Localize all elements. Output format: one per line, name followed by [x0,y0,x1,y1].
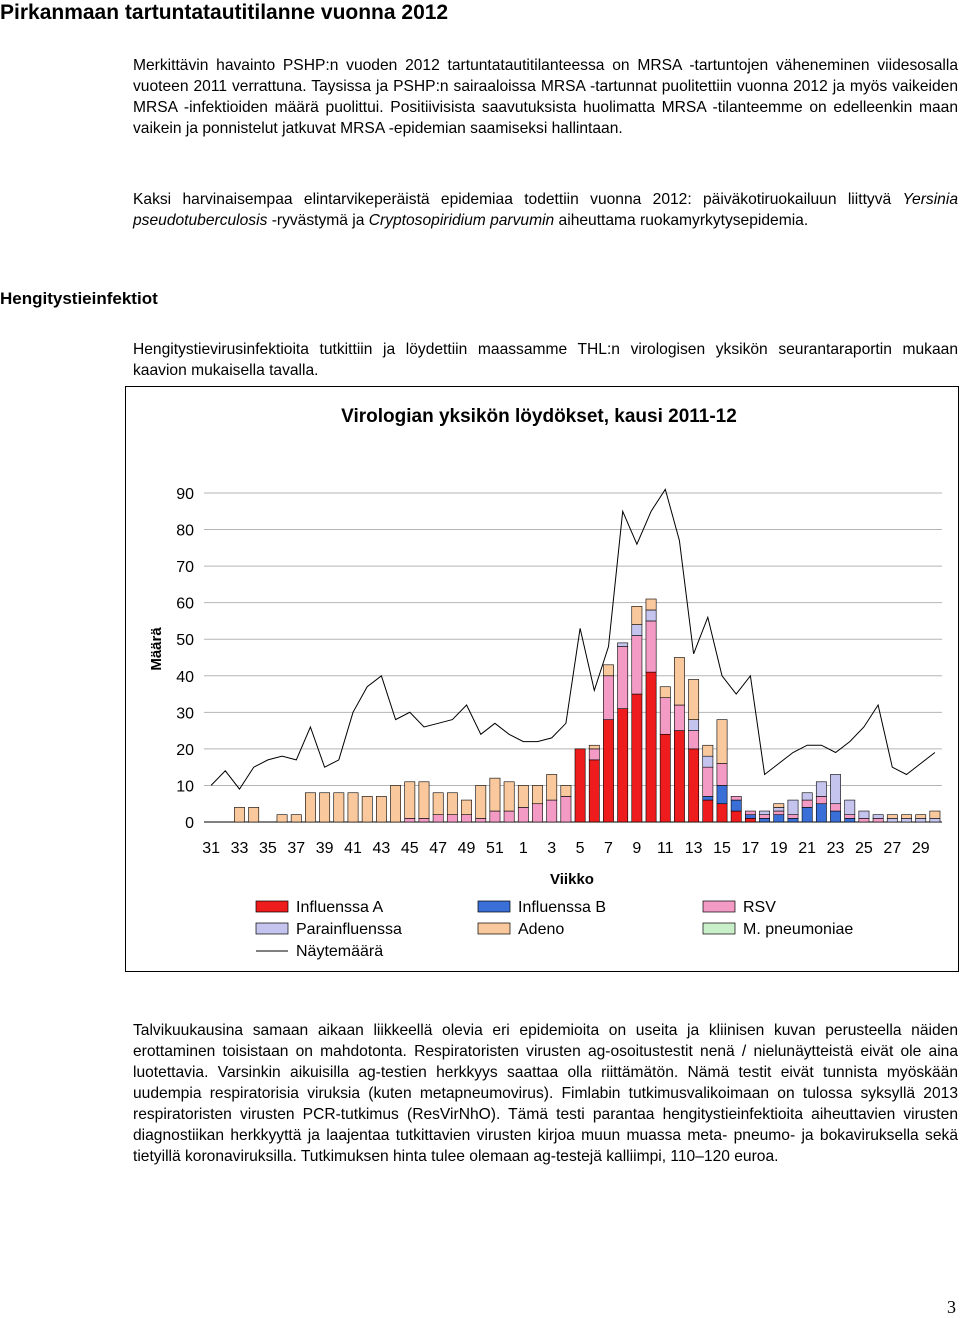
chart-title: Virologian yksikön löydökset, kausi 2011-12 [341,406,737,427]
bar-segment [845,818,855,822]
bar-segment [433,793,443,815]
legend-label: M. pneumoniae [743,921,854,938]
bar-segment [759,811,769,815]
bar-segment [589,745,599,749]
bar-segment [518,785,528,807]
x-tick-label: 13 [684,840,703,857]
bar-segment [731,796,741,800]
x-tick-label: 11 [656,840,674,857]
bar-segment [603,665,613,676]
page-title: Pirkanmaan tartuntatautitilanne vuonna 2012 [0,1,449,24]
x-tick-label: 3 [547,840,557,857]
x-tick-label: 19 [769,840,788,857]
y-tick-label: 60 [176,595,194,613]
bar-segment [532,785,542,803]
legend-label: Näytemäärä [296,943,384,960]
bar-segment [405,782,415,819]
paragraph-respiratory-diagnostics: Talvikuukausina samaan aikaan liikkeellä olevia eri epidemioita on useita ja kliinisen kuvan perusteella näiden erottaminen toisistaan on mahdotonta. Respiratoristen virusten ag-osoitustestit nenä / nielunäytteistä eivät ole aina luotettavia. Varsinkin aikuisilla ag-testien herkkyys saattaa olla riittämätön. Nämä testit eivät tunnista myöskään uudempia respiratorisia viruksia (kuten metapneumovirus). Fimlabin tutkimusvalikoimaan on tulossa syksyllä 2013 respiratoristen virusten PCR-tutkimus (ResVirNhO). Tämä testi parantaa hengitystieinfektioita aiheuttavien virusten diagnostiikan herkkyyttä ja laajentaa tutkittavien virusten kirjoa muun muassa meta- pneumo- ja bokaviruksella sekä tietyillä koronaviruksilla. Tutkimuksen hinta tulee olemaan ag-testejä kalliimpi, 110–120 euroa. [133,1022,958,1165]
bar-segment [717,804,727,822]
species-name: Yersinia pseudotuberculosis [133,191,958,229]
bar-segment [291,815,301,822]
x-tick-label: 51 [486,840,504,857]
bar-segment [461,815,471,822]
x-tick-label: 31 [202,840,220,857]
bar-segment [646,599,656,610]
bar-segment [660,734,670,822]
bar-segment [476,818,486,822]
bar-segment [745,815,755,819]
x-tick-label: 37 [287,840,306,857]
bar-segment [362,796,372,822]
bar-segment [703,745,713,756]
x-tick-label: 5 [575,840,585,857]
bar-segment [887,815,897,819]
bar-segment [901,818,911,822]
bar-segment [859,818,869,822]
bar-segment [490,811,500,822]
bar-segment [674,705,684,731]
species-name: Cryptosopiridium parvumin [368,212,555,229]
x-tick-label: 45 [400,840,419,857]
bar-segment [561,796,571,822]
y-tick-label: 40 [176,668,194,686]
bar-segment [334,793,344,822]
virology-chart [126,387,960,973]
y-tick-label: 30 [176,705,194,723]
bar-segment [774,815,784,822]
text-run: aiheuttama ruokamyrkytysepidemia. [554,212,809,229]
x-tick-label: 7 [604,840,613,857]
x-tick-label: 39 [315,840,334,857]
bar-segment [618,643,628,647]
bar-segment [774,804,784,808]
bar-segment [717,764,727,786]
x-tick-label: 33 [230,840,249,857]
bar-segment [490,778,500,811]
y-tick-label: 50 [176,632,194,650]
legend-swatch [703,923,735,934]
bar-segment [632,625,642,636]
bar-segment [447,793,457,815]
bar-segment [632,694,642,822]
bar-segment [703,756,713,767]
x-axis-label: Viikko [550,871,594,888]
bar-segment [674,731,684,822]
bar-segment [618,709,628,822]
bar-segment [731,811,741,822]
bar-segment [816,804,826,822]
chart-frame [125,386,959,972]
bar-segment [759,818,769,822]
bar-segment [603,676,613,720]
x-tick-label: 27 [883,840,902,857]
bar-segment [703,796,713,800]
bar-segment [603,720,613,822]
bar-segment [476,785,486,818]
bar-segment [390,785,400,822]
legend-label: Influenssa A [296,899,384,916]
bar-segment [930,818,940,822]
x-tick-label: 43 [372,840,391,857]
bar-segment [830,774,840,803]
bar-segment [234,807,244,822]
bar-segment [802,800,812,807]
bar-segment [731,800,741,811]
bar-segment [249,807,259,822]
x-tick-label: 17 [741,840,760,857]
legend-swatch [478,901,510,912]
bar-segment [830,804,840,811]
bar-segment [646,610,656,621]
bar-segment [518,807,528,822]
bar-segment [816,782,826,797]
x-tick-label: 23 [826,840,845,857]
bar-segment [845,800,855,815]
bar-segment [419,782,429,819]
bar-segment [561,785,571,796]
bar-segment [305,793,315,822]
bar-segment [618,647,628,709]
bar-segment [348,793,358,822]
bar-segment [845,815,855,819]
bar-segment [589,760,599,822]
legend-label: Parainfluenssa [296,921,402,938]
y-axis-label: Määrä [148,627,165,671]
bar-segment [461,800,471,815]
page-number: 3 [947,1297,956,1317]
text-run: Kaksi harvinaisempaa elintarvikeperäistä epidemiaa todettiin vuonna 2012: päiväkotiruokailuun liittyvä [133,191,903,208]
y-tick-label: 0 [185,815,194,832]
x-tick-label: 1 [518,840,528,857]
bar-segment [660,698,670,735]
bar-segment [632,636,642,694]
bar-segment [589,749,599,760]
paragraph-food-epidemics [133,189,958,231]
bar-segment [759,815,769,819]
bar-segment [689,720,699,731]
bar-segment [277,815,287,822]
bar-segment [689,679,699,719]
bar-segment [859,811,869,818]
bar-segment [646,621,656,672]
x-tick-label: 21 [798,840,817,857]
bar-segment [788,815,798,819]
bar-segment [745,818,755,822]
x-tick-label: 35 [258,840,277,857]
legend-label: Influenssa B [518,899,607,916]
bar-segment [930,811,940,818]
bar-segment [689,749,699,822]
legend-swatch [478,923,510,934]
bar-segment [504,782,514,811]
bar-segment [547,800,557,822]
x-tick-label: 15 [713,840,731,857]
x-tick-label: 29 [911,840,930,857]
bar-segment [774,811,784,815]
bar-segment [405,818,415,822]
bar-segment [660,687,670,698]
bar-segment [703,800,713,822]
x-tick-label: 9 [632,840,642,857]
text-run: -ryvästymä ja [267,212,369,229]
bar-segment [674,658,684,706]
bar-segment [504,811,514,822]
bar-segment [646,672,656,822]
legend-swatch [256,923,288,934]
y-tick-label: 80 [176,522,194,540]
legend-label: Adeno [518,921,565,938]
bar-segment [873,815,883,819]
bar-segment [745,811,755,815]
bar-segment [788,818,798,822]
x-tick-label: 47 [429,840,448,857]
bar-segment [433,815,443,822]
bar-segment [575,749,585,822]
bar-segment [717,720,727,764]
bar-segment [774,807,784,811]
section-heading: Hengitystieinfektiot [0,289,158,308]
bar-segment [916,818,926,822]
bar-segment [816,796,826,803]
bar-segment [547,774,557,800]
paragraph-mrsa: Merkittävin havainto PSHP:n vuoden 2012 tartuntatautitilanteessa on MRSA -tartuntojen vähenеminen viidesosalla vuoteen 2011 verrattuna. Taysissa ja PSHP:n sairaaloissa MRSA -tartunnat puolitettiin vuonna 2012 ja myös vaikeiden MRSA -infektioiden määrä puolittui. Positiivisista saavutuksista huolimatta MRSA -tilanteemme on edelleenkin maan vaikein ja ponnistelut jatkuvat MRSA -epidemian saamiseksi hallintaan. [133,57,958,137]
y-tick-label: 90 [176,486,194,503]
bar-segment [873,818,883,822]
bar-segment [376,796,386,822]
y-tick-label: 70 [176,559,194,577]
y-tick-label: 20 [176,741,194,759]
bar-segment [830,811,840,822]
bar-segment [703,767,713,796]
bar-segment [901,815,911,819]
legend-label: RSV [743,899,776,916]
bar-segment [632,606,642,624]
y-tick-label: 10 [176,778,194,796]
bar-segment [320,793,330,822]
x-tick-label: 41 [344,840,362,857]
legend-swatch [703,901,735,912]
bar-segment [802,807,812,822]
bar-segment [532,804,542,822]
paragraph-respiratory-intro: Hengitystievirusinfektioita tutkittiin ja löydettiin maassamme THL:n virologisen yksikön seurantaraportin mukaan kaavion mukaisella tavalla. [133,341,958,379]
bar-segment [802,793,812,800]
bar-segment [717,785,727,803]
bar-segment [916,815,926,819]
bar-segment [788,800,798,815]
bar-segment [689,731,699,749]
bar-segment [887,818,897,822]
bar-segment [447,815,457,822]
x-tick-label: 49 [457,840,476,857]
legend-swatch [256,901,288,912]
bar-segment [419,818,429,822]
x-tick-label: 25 [855,840,873,857]
